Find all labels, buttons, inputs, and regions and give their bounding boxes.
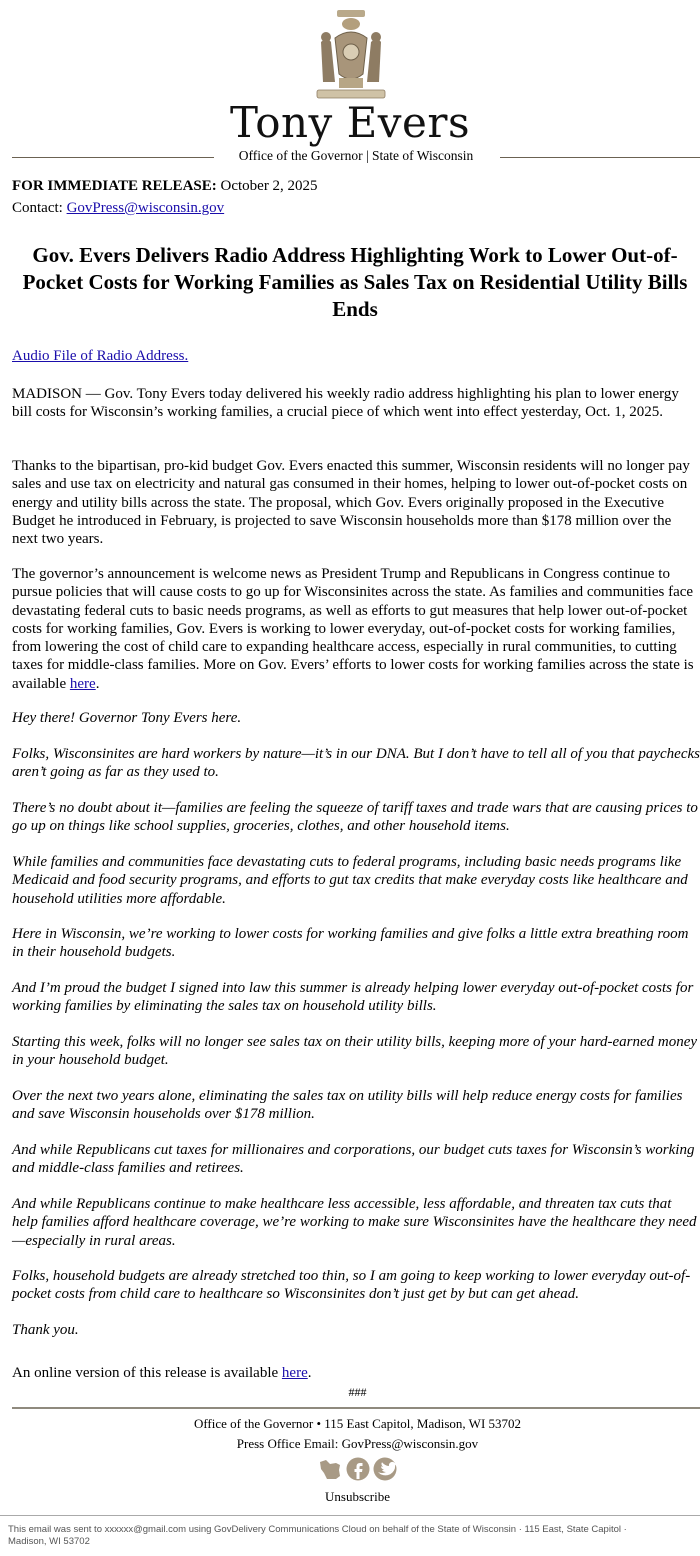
- footer-press-email: Press Office Email: GovPress@wisconsin.gov: [236, 1436, 479, 1451]
- paragraph-budget: Thanks to the bipartisan, pro-kid budget Gov. Evers enacted this summer, Wisconsin residents will no longer pay sales and use tax on electricity and natural gas consumed in their homes, helping to lower out-of-pocket costs on energy and utility bills across the state. The proposal, which Gov. Evers originally proposed in the Executive Budget he introduced in February, is projected to save Wisconsin households more than $178 million over the next two years.: [12, 458, 690, 548]
- release-date: October 2, 2025: [220, 178, 318, 194]
- address-paragraph: Over the next two years alone, eliminating the sales tax on utility bills will help reduce energy costs for families and save Wisconsin households over $178 million.: [12, 1088, 683, 1123]
- facebook-icon[interactable]: [347, 1458, 370, 1481]
- address-paragraph: And while Republicans continue to make healthcare less accessible, less affordable, and threaten tax cuts that help families afford healthcare coverage, we’re working to make sure Wisconsinites have the healthcare they need—especially in rural areas.: [12, 1196, 697, 1249]
- address-paragraph: Folks, Wisconsinites are hard workers by nature—it’s in our DNA. But I don’t have to tell all of you that paychecks aren’t going as far as they used to.: [12, 746, 700, 781]
- paragraph-announcement: [12, 565, 700, 693]
- release-label: FOR IMMEDIATE RELEASE:: [12, 178, 217, 194]
- wisconsin-state-seal-icon: [311, 8, 391, 104]
- bottom-divider: [0, 1515, 700, 1516]
- address-paragraph: And while Republicans cut taxes for millionaires and corporations, our budget cuts taxes for Wisconsin’s working and middle-class families and retirees.: [12, 1142, 695, 1177]
- unsubscribe-container: [0, 1489, 700, 1505]
- paragraph-announcement-end: .: [95, 675, 100, 692]
- brand-name: Tony Evers: [229, 98, 471, 147]
- address-paragraph: There’s no doubt about it—families are feeling the squeeze of tariff taxes and trade wars that are causing prices to go up on things like school supplies, groceries, clothes, and other household items.: [12, 800, 698, 835]
- online-version-end: .: [307, 1365, 312, 1381]
- online-version-paragraph: [12, 1364, 700, 1382]
- address-paragraph: Starting this week, folks will no longer see sales tax on their utility bills, keeping more of your hard-earned money in your household budget.: [12, 1034, 698, 1069]
- footer-divider: [12, 1407, 700, 1409]
- contact-email-link[interactable]: GovPress@wisconsin.gov: [66, 200, 225, 216]
- audio-link-paragraph: [12, 347, 700, 365]
- unsubscribe-link[interactable]: Unsubscribe: [325, 1489, 390, 1504]
- address-paragraph: Here in Wisconsin, we’re working to lower costs for working families and give folks a little extra breathing room in their household budgets.: [12, 926, 689, 961]
- headline: Gov. Evers Delivers Radio Address Highlighting Work to Lower Out-of-Pocket Costs for Working Families as Sales Tax on Residential Utility Bills Ends: [22, 243, 688, 321]
- online-version-text: An online version of this release is available: [12, 1365, 282, 1381]
- delivery-note: This email was sent to xxxxxx@gmail.com using GovDelivery Communications Cloud on behalf of the State of Wisconsin · 115 East, State Capitol · Madison, WI 53702: [8, 1524, 627, 1547]
- address-paragraph: Thank you.: [12, 1322, 79, 1338]
- audio-file-link[interactable]: Audio File of Radio Address.: [12, 348, 189, 364]
- address-paragraph: While families and communities face devastating cuts to federal programs, including basic needs programs like Medicaid and food security programs, and efforts to gut tax credits that make everyday costs like healthcare and household utilities more affordable.: [12, 854, 688, 907]
- efforts-here-link[interactable]: here: [69, 675, 96, 692]
- social-icons: [318, 1456, 398, 1482]
- twitter-icon[interactable]: [374, 1458, 398, 1481]
- email-header: [0, 0, 700, 170]
- paragraph-announcement-text: The governor’s announcement is welcome news as President Trump and Republicans in Congress continue to pursue policies that will cause costs to go up for Wisconsinites across the state. As families and communities face devastating federal cuts to basic needs programs, as well as efforts to gut measures that help lower out-of-pocket costs for working families, Gov. Evers is working to lower everyday, out-of-pocket costs for working families, from lowering the cost of child care to expanding healthcare access, especially in rural communities, to cutting taxes for middle-class families. More on Gov. Evers’ efforts to lower costs for working families across the state is available: [12, 566, 694, 692]
- address-paragraph: And I’m proud the budget I signed into law this summer is already helping lower everyday out-of-pocket costs for working families by eliminating the sales tax on household utility bills.: [12, 980, 694, 1015]
- brand-subtitle-row: [12, 148, 700, 166]
- footer-address: Office of the Governor • 115 East Capitol, Madison, WI 53702: [193, 1416, 522, 1431]
- brand-subtitle: Office of the Governor | State of Wisconsin: [238, 148, 474, 163]
- online-version-link[interactable]: here: [281, 1365, 308, 1381]
- address-paragraph: Folks, household budgets are already stretched too thin, so I am going to keep working to lower everyday out-of-pocket costs from child care to healthcare so Wisconsinites don’t just get by but can get ahead.: [12, 1268, 691, 1303]
- release-info: [12, 175, 318, 219]
- wisconsin-map-icon[interactable]: [320, 1460, 340, 1479]
- address-paragraph: Hey there! Governor Tony Evers here.: [12, 710, 242, 726]
- contact-label: Contact:: [12, 200, 63, 216]
- brand-divider-right: [500, 157, 700, 158]
- end-mark: ###: [348, 1385, 367, 1399]
- paragraph-madison: MADISON — Gov. Tony Evers today delivered his weekly radio address highlighting his plan to lower energy bill costs for Wisconsin’s working families, a crucial piece of which went into effect yesterday, Oct. 1, 2025.: [12, 386, 679, 421]
